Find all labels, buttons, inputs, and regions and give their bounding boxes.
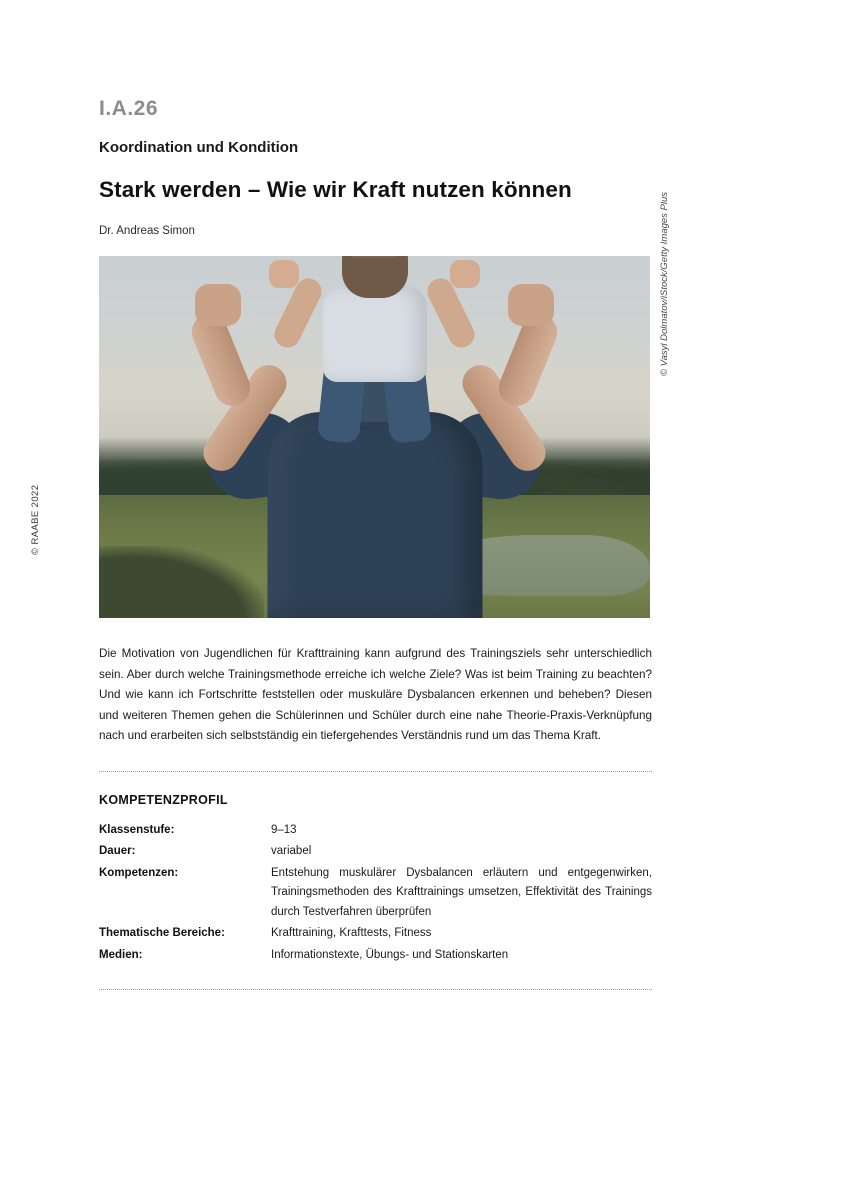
- child-head: [342, 256, 408, 298]
- row-value: Informationstexte, Übungs- und Stationskarten: [271, 948, 509, 961]
- page-content: [99, 0, 749, 990]
- child-shirt: [323, 286, 427, 382]
- row-label: Medien:: [99, 948, 143, 961]
- table-row: [99, 842, 652, 864]
- child-fist-right: [450, 260, 480, 288]
- hero-photo: [99, 256, 650, 618]
- table-row: [99, 946, 652, 968]
- photo-credit: © Vasyl Dolmatov/iStock/Getty Images Plus: [659, 191, 670, 376]
- side-copyright: © RAABE 2022: [30, 484, 41, 555]
- intro-paragraph: Die Motivation von Jugendlichen für Krafttraining kann aufgrund des Trainingsziels sehr unterschiedlich sein. Aber durch welche Trainingsmethode erreiche ich welche Ziele? Was ist beim Training zu beachten? Und wie kann ich Fortschritte feststellen oder muskuläre Dysbalancen erkennen und beheben? Diesen und weiteren Themen gehen die Schülerinnen und Schüler durch eine nahe Theorie-Praxis-Verknüpfung nach und erarbeiten sich selbstständig ein tiefergehendes Verständnis rund um das Thema Kraft.: [99, 647, 652, 742]
- row-label: Thematische Bereiche:: [99, 927, 225, 939]
- document-code: I.A.26: [99, 97, 159, 120]
- man-fist-left: [195, 284, 241, 326]
- table-row: [99, 924, 652, 946]
- child-fist-left: [269, 260, 299, 288]
- row-value: variabel: [271, 845, 312, 857]
- competence-profile-heading: KOMPETENZPROFIL: [99, 792, 228, 807]
- row-value: Entstehung muskulärer Dysbalancen erläutern und entgegenwirken, Trainingsmethoden des Krafttrainings umsetzen, Effektivität des Trainings durch Testverfahren überprüfen: [271, 866, 652, 918]
- photo-shrub: [99, 546, 264, 618]
- subject-line: Koordination und Kondition: [99, 139, 299, 156]
- competence-profile-table: [99, 821, 652, 968]
- table-row: [99, 821, 652, 843]
- row-value: 9–13: [271, 823, 297, 836]
- row-value: Krafttraining, Krafttests, Fitness: [271, 927, 432, 939]
- row-label: Klassenstufe:: [99, 823, 175, 836]
- man-torso: [267, 412, 482, 618]
- row-label: Dauer:: [99, 845, 136, 857]
- table-row: [99, 864, 652, 925]
- divider-top: [99, 771, 652, 772]
- row-label: Kompetenzen:: [99, 866, 179, 879]
- author-line: Dr. Andreas Simon: [99, 225, 195, 237]
- man-fist-right: [508, 284, 554, 326]
- page-title: Stark werden – Wie wir Kraft nutzen können: [99, 177, 572, 202]
- divider-bottom: [99, 989, 652, 990]
